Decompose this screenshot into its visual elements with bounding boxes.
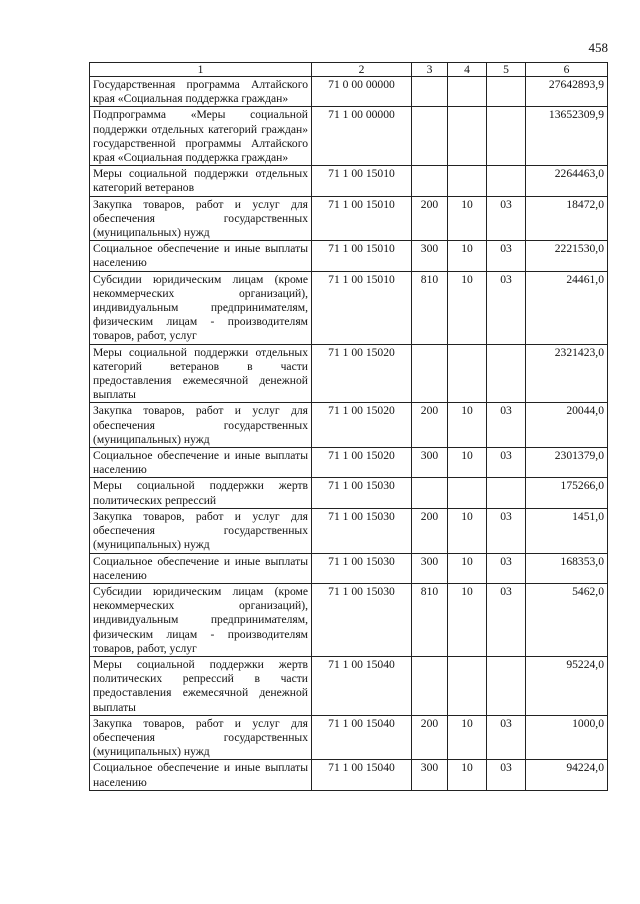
expense-name-cell: Социальное обеспечение и иные выплаты населению <box>90 553 312 583</box>
expense-type-cell <box>412 166 448 196</box>
subsection-cell <box>487 478 526 508</box>
column-header-1: 1 <box>90 63 312 77</box>
section-cell <box>448 166 487 196</box>
subsection-cell: 03 <box>487 241 526 271</box>
section-cell: 10 <box>448 241 487 271</box>
expense-name-cell: Закупка товаров, работ и услуг для обеспечения государственных (муниципальных) нужд <box>90 508 312 553</box>
column-header-6: 6 <box>526 63 608 77</box>
target-code-cell: 71 1 00 15010 <box>312 166 412 196</box>
subsection-cell <box>487 344 526 403</box>
subsection-cell <box>487 107 526 166</box>
target-code-cell: 71 1 00 15010 <box>312 196 412 241</box>
amount-cell: 1451,0 <box>526 508 608 553</box>
expense-type-cell: 810 <box>412 583 448 656</box>
expense-name-cell: Субсидии юридическим лицам (кроме некоммерческих организаций), индивидуальным предпринимателям, физическим лицам - производителям товаров, работ, услуг <box>90 271 312 344</box>
section-cell <box>448 107 487 166</box>
amount-cell: 95224,0 <box>526 656 608 715</box>
page-number: 458 <box>588 40 608 55</box>
table-row <box>90 656 608 715</box>
section-cell <box>448 478 487 508</box>
amount-cell: 2301379,0 <box>526 448 608 478</box>
target-code-cell: 71 1 00 15040 <box>312 715 412 760</box>
amount-cell: 168353,0 <box>526 553 608 583</box>
amount-cell: 94224,0 <box>526 760 608 790</box>
table-row <box>90 583 608 656</box>
column-header-2: 2 <box>312 63 412 77</box>
expense-type-cell <box>412 77 448 107</box>
subsection-cell: 03 <box>487 715 526 760</box>
amount-cell: 13652309,9 <box>526 107 608 166</box>
subsection-cell: 03 <box>487 583 526 656</box>
expense-name-cell: Социальное обеспечение и иные выплаты населению <box>90 760 312 790</box>
expense-type-cell: 810 <box>412 271 448 344</box>
subsection-cell: 03 <box>487 553 526 583</box>
target-code-cell: 71 1 00 15020 <box>312 448 412 478</box>
target-code-cell: 71 1 00 15020 <box>312 344 412 403</box>
expense-type-cell <box>412 656 448 715</box>
table-header-row <box>90 63 608 77</box>
column-header-4: 4 <box>448 63 487 77</box>
expense-type-cell <box>412 344 448 403</box>
target-code-cell: 71 1 00 15030 <box>312 508 412 553</box>
subsection-cell <box>487 166 526 196</box>
section-cell: 10 <box>448 553 487 583</box>
table-row <box>90 166 608 196</box>
section-cell: 10 <box>448 403 487 448</box>
table-row <box>90 77 608 107</box>
amount-cell: 20044,0 <box>526 403 608 448</box>
section-cell <box>448 77 487 107</box>
expense-name-cell: Меры социальной поддержки отдельных категорий ветеранов <box>90 166 312 196</box>
section-cell: 10 <box>448 583 487 656</box>
section-cell: 10 <box>448 271 487 344</box>
subsection-cell <box>487 656 526 715</box>
target-code-cell: 71 1 00 00000 <box>312 107 412 166</box>
target-code-cell: 71 1 00 15030 <box>312 553 412 583</box>
table-row <box>90 760 608 790</box>
subsection-cell: 03 <box>487 403 526 448</box>
target-code-cell: 71 1 00 15040 <box>312 656 412 715</box>
expense-type-cell <box>412 107 448 166</box>
table-row <box>90 715 608 760</box>
target-code-cell: 71 1 00 15030 <box>312 478 412 508</box>
amount-cell: 1000,0 <box>526 715 608 760</box>
expense-type-cell: 200 <box>412 715 448 760</box>
amount-cell: 175266,0 <box>526 478 608 508</box>
section-cell: 10 <box>448 448 487 478</box>
expense-type-cell: 200 <box>412 508 448 553</box>
expense-name-cell: Закупка товаров, работ и услуг для обеспечения государственных (муниципальных) нужд <box>90 196 312 241</box>
table-row <box>90 344 608 403</box>
table-row <box>90 241 608 271</box>
table-row <box>90 448 608 478</box>
amount-cell: 5462,0 <box>526 583 608 656</box>
expense-type-cell: 200 <box>412 403 448 448</box>
section-cell <box>448 656 487 715</box>
table-row <box>90 553 608 583</box>
expense-name-cell: Закупка товаров, работ и услуг для обеспечения государственных (муниципальных) нужд <box>90 715 312 760</box>
expense-name-cell: Субсидии юридическим лицам (кроме некоммерческих организаций), индивидуальным предпринимателям, физическим лицам - производителям товаров, работ, услуг <box>90 583 312 656</box>
table-row <box>90 107 608 166</box>
subsection-cell: 03 <box>487 448 526 478</box>
expense-name-cell: Государственная программа Алтайского края «Социальная поддержка граждан» <box>90 77 312 107</box>
section-cell: 10 <box>448 760 487 790</box>
expense-name-cell: Меры социальной поддержки жертв политических репрессий в части предоставления ежемесячной денежной выплаты <box>90 656 312 715</box>
target-code-cell: 71 1 00 15020 <box>312 403 412 448</box>
expense-type-cell: 200 <box>412 196 448 241</box>
amount-cell: 2221530,0 <box>526 241 608 271</box>
expense-type-cell: 300 <box>412 553 448 583</box>
table-row <box>90 508 608 553</box>
table-row <box>90 271 608 344</box>
subsection-cell: 03 <box>487 271 526 344</box>
section-cell: 10 <box>448 715 487 760</box>
table-row <box>90 196 608 241</box>
expense-name-cell: Социальное обеспечение и иные выплаты населению <box>90 241 312 271</box>
section-cell: 10 <box>448 508 487 553</box>
amount-cell: 27642893,9 <box>526 77 608 107</box>
subsection-cell <box>487 77 526 107</box>
expense-type-cell: 300 <box>412 760 448 790</box>
target-code-cell: 71 1 00 15030 <box>312 583 412 656</box>
amount-cell: 24461,0 <box>526 271 608 344</box>
expense-name-cell: Социальное обеспечение и иные выплаты населению <box>90 448 312 478</box>
table-body <box>90 77 608 791</box>
budget-table <box>89 62 608 791</box>
expense-type-cell: 300 <box>412 241 448 271</box>
section-cell: 10 <box>448 196 487 241</box>
target-code-cell: 71 0 00 00000 <box>312 77 412 107</box>
table-row <box>90 478 608 508</box>
expense-name-cell: Подпрограмма «Меры социальной поддержки отдельных категорий граждан» государственной программы Алтайского края «Социальная поддержка граждан» <box>90 107 312 166</box>
expense-name-cell: Закупка товаров, работ и услуг для обеспечения государственных (муниципальных) нужд <box>90 403 312 448</box>
table-row <box>90 403 608 448</box>
expense-name-cell: Меры социальной поддержки жертв политических репрессий <box>90 478 312 508</box>
column-header-3: 3 <box>412 63 448 77</box>
subsection-cell: 03 <box>487 760 526 790</box>
section-cell <box>448 344 487 403</box>
target-code-cell: 71 1 00 15010 <box>312 271 412 344</box>
amount-cell: 2321423,0 <box>526 344 608 403</box>
target-code-cell: 71 1 00 15040 <box>312 760 412 790</box>
target-code-cell: 71 1 00 15010 <box>312 241 412 271</box>
expense-type-cell <box>412 478 448 508</box>
expense-type-cell: 300 <box>412 448 448 478</box>
subsection-cell: 03 <box>487 508 526 553</box>
amount-cell: 2264463,0 <box>526 166 608 196</box>
column-header-5: 5 <box>487 63 526 77</box>
subsection-cell: 03 <box>487 196 526 241</box>
amount-cell: 18472,0 <box>526 196 608 241</box>
expense-name-cell: Меры социальной поддержки отдельных категорий ветеранов в части предоставления ежемесячной денежной выплаты <box>90 344 312 403</box>
